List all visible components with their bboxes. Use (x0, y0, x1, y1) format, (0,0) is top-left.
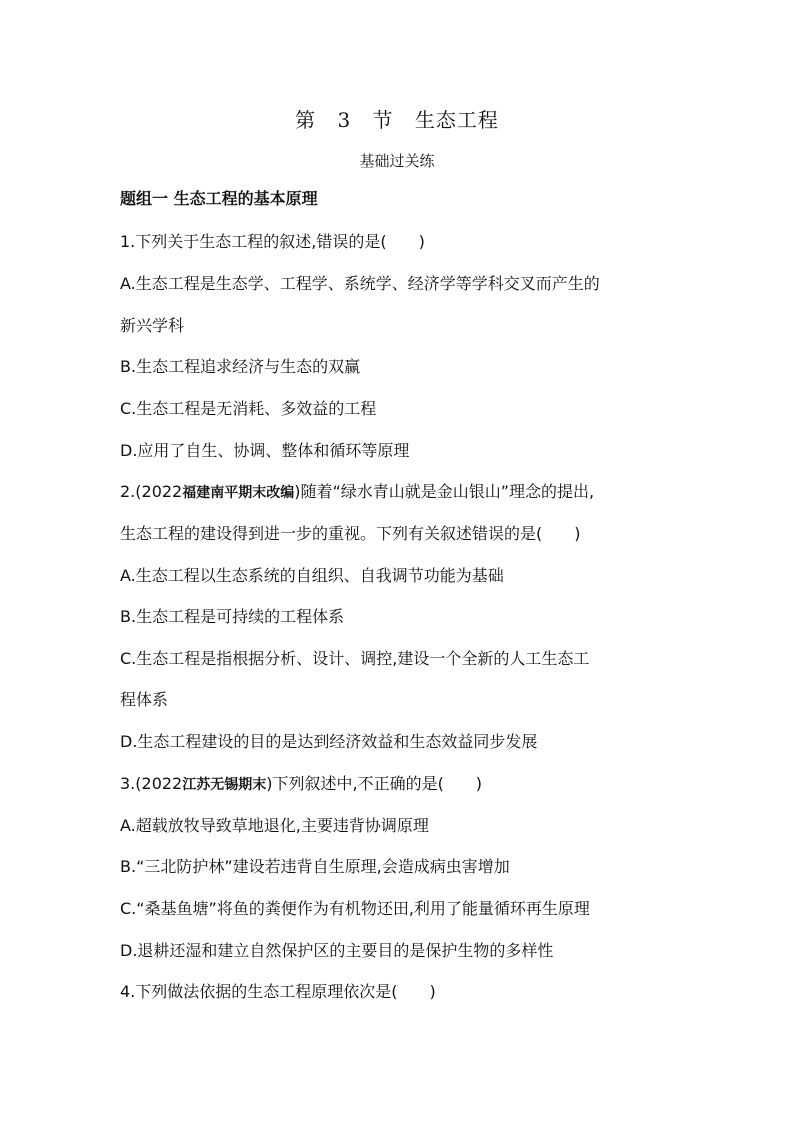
q3-option-b: B.“三北防护林”建设若违背自生原理,会造成病虫害增加 (120, 857, 510, 876)
q1-stem: 1.下列关于生态工程的叙述,错误的是( ) (120, 232, 425, 251)
q1-option-c: C.生态工程是无消耗、多效益的工程 (120, 399, 377, 418)
q2-number: 2.(2022 (120, 482, 183, 501)
q3-source: 江苏无锡期末 (182, 777, 267, 793)
q4-stem: 4.下列做法依据的生态工程原理依次是( ) (120, 982, 436, 1001)
q2-stem-text: )随着“绿水青山就是金山银山”理念的提出, (294, 482, 595, 501)
q3-stem-text: )下列叙述中,不正确的是( ) (266, 774, 483, 793)
q2-option-c-line2: 程体系 (120, 690, 169, 709)
q1-option-a-line1: A.生态工程是生态学、工程学、系统学、经济学等学科交叉而产生的 (120, 274, 600, 293)
q2-stem-line2: 生态工程的建设得到进一步的重视。下列有关叙述错误的是( ) (120, 524, 581, 543)
q2-stem-line1 (120, 481, 680, 504)
q3-number: 3.(2022 (120, 774, 183, 793)
group-heading: 题组一 生态工程的基本原理 (120, 189, 318, 208)
q2-option-c-line1: C.生态工程是指根据分析、设计、调控,建设一个全新的人工生态工 (120, 649, 590, 668)
q3-option-a: A.超载放牧导致草地退化,主要违背协调原理 (120, 816, 429, 835)
q2-source: 福建南平期末改编 (182, 485, 295, 501)
q3-option-d: D.退耕还湿和建立自然保护区的主要目的是保护生物的多样性 (120, 941, 554, 960)
q3-option-c: C.“桑基鱼塘”将鱼的粪便作为有机物还田,利用了能量循环再生原理 (120, 899, 590, 918)
q1-option-d: D.应用了自生、协调、整体和循环等原理 (120, 441, 410, 460)
exercise-subtitle: 基础过关练 (359, 152, 435, 170)
q1-option-a-line2: 新兴学科 (120, 316, 185, 335)
q2-option-d: D.生态工程建设的目的是达到经济效益和生态效益同步发展 (120, 732, 538, 751)
q1-option-b: B.生态工程追求经济与生态的双赢 (120, 357, 361, 376)
q2-option-a: A.生态工程以生态系统的自组织、自我调节功能为基础 (120, 566, 504, 585)
section-title: 第 3 节 生态工程 (295, 108, 499, 132)
q2-option-b: B.生态工程是可持续的工程体系 (120, 607, 345, 626)
q3-stem (120, 773, 680, 796)
